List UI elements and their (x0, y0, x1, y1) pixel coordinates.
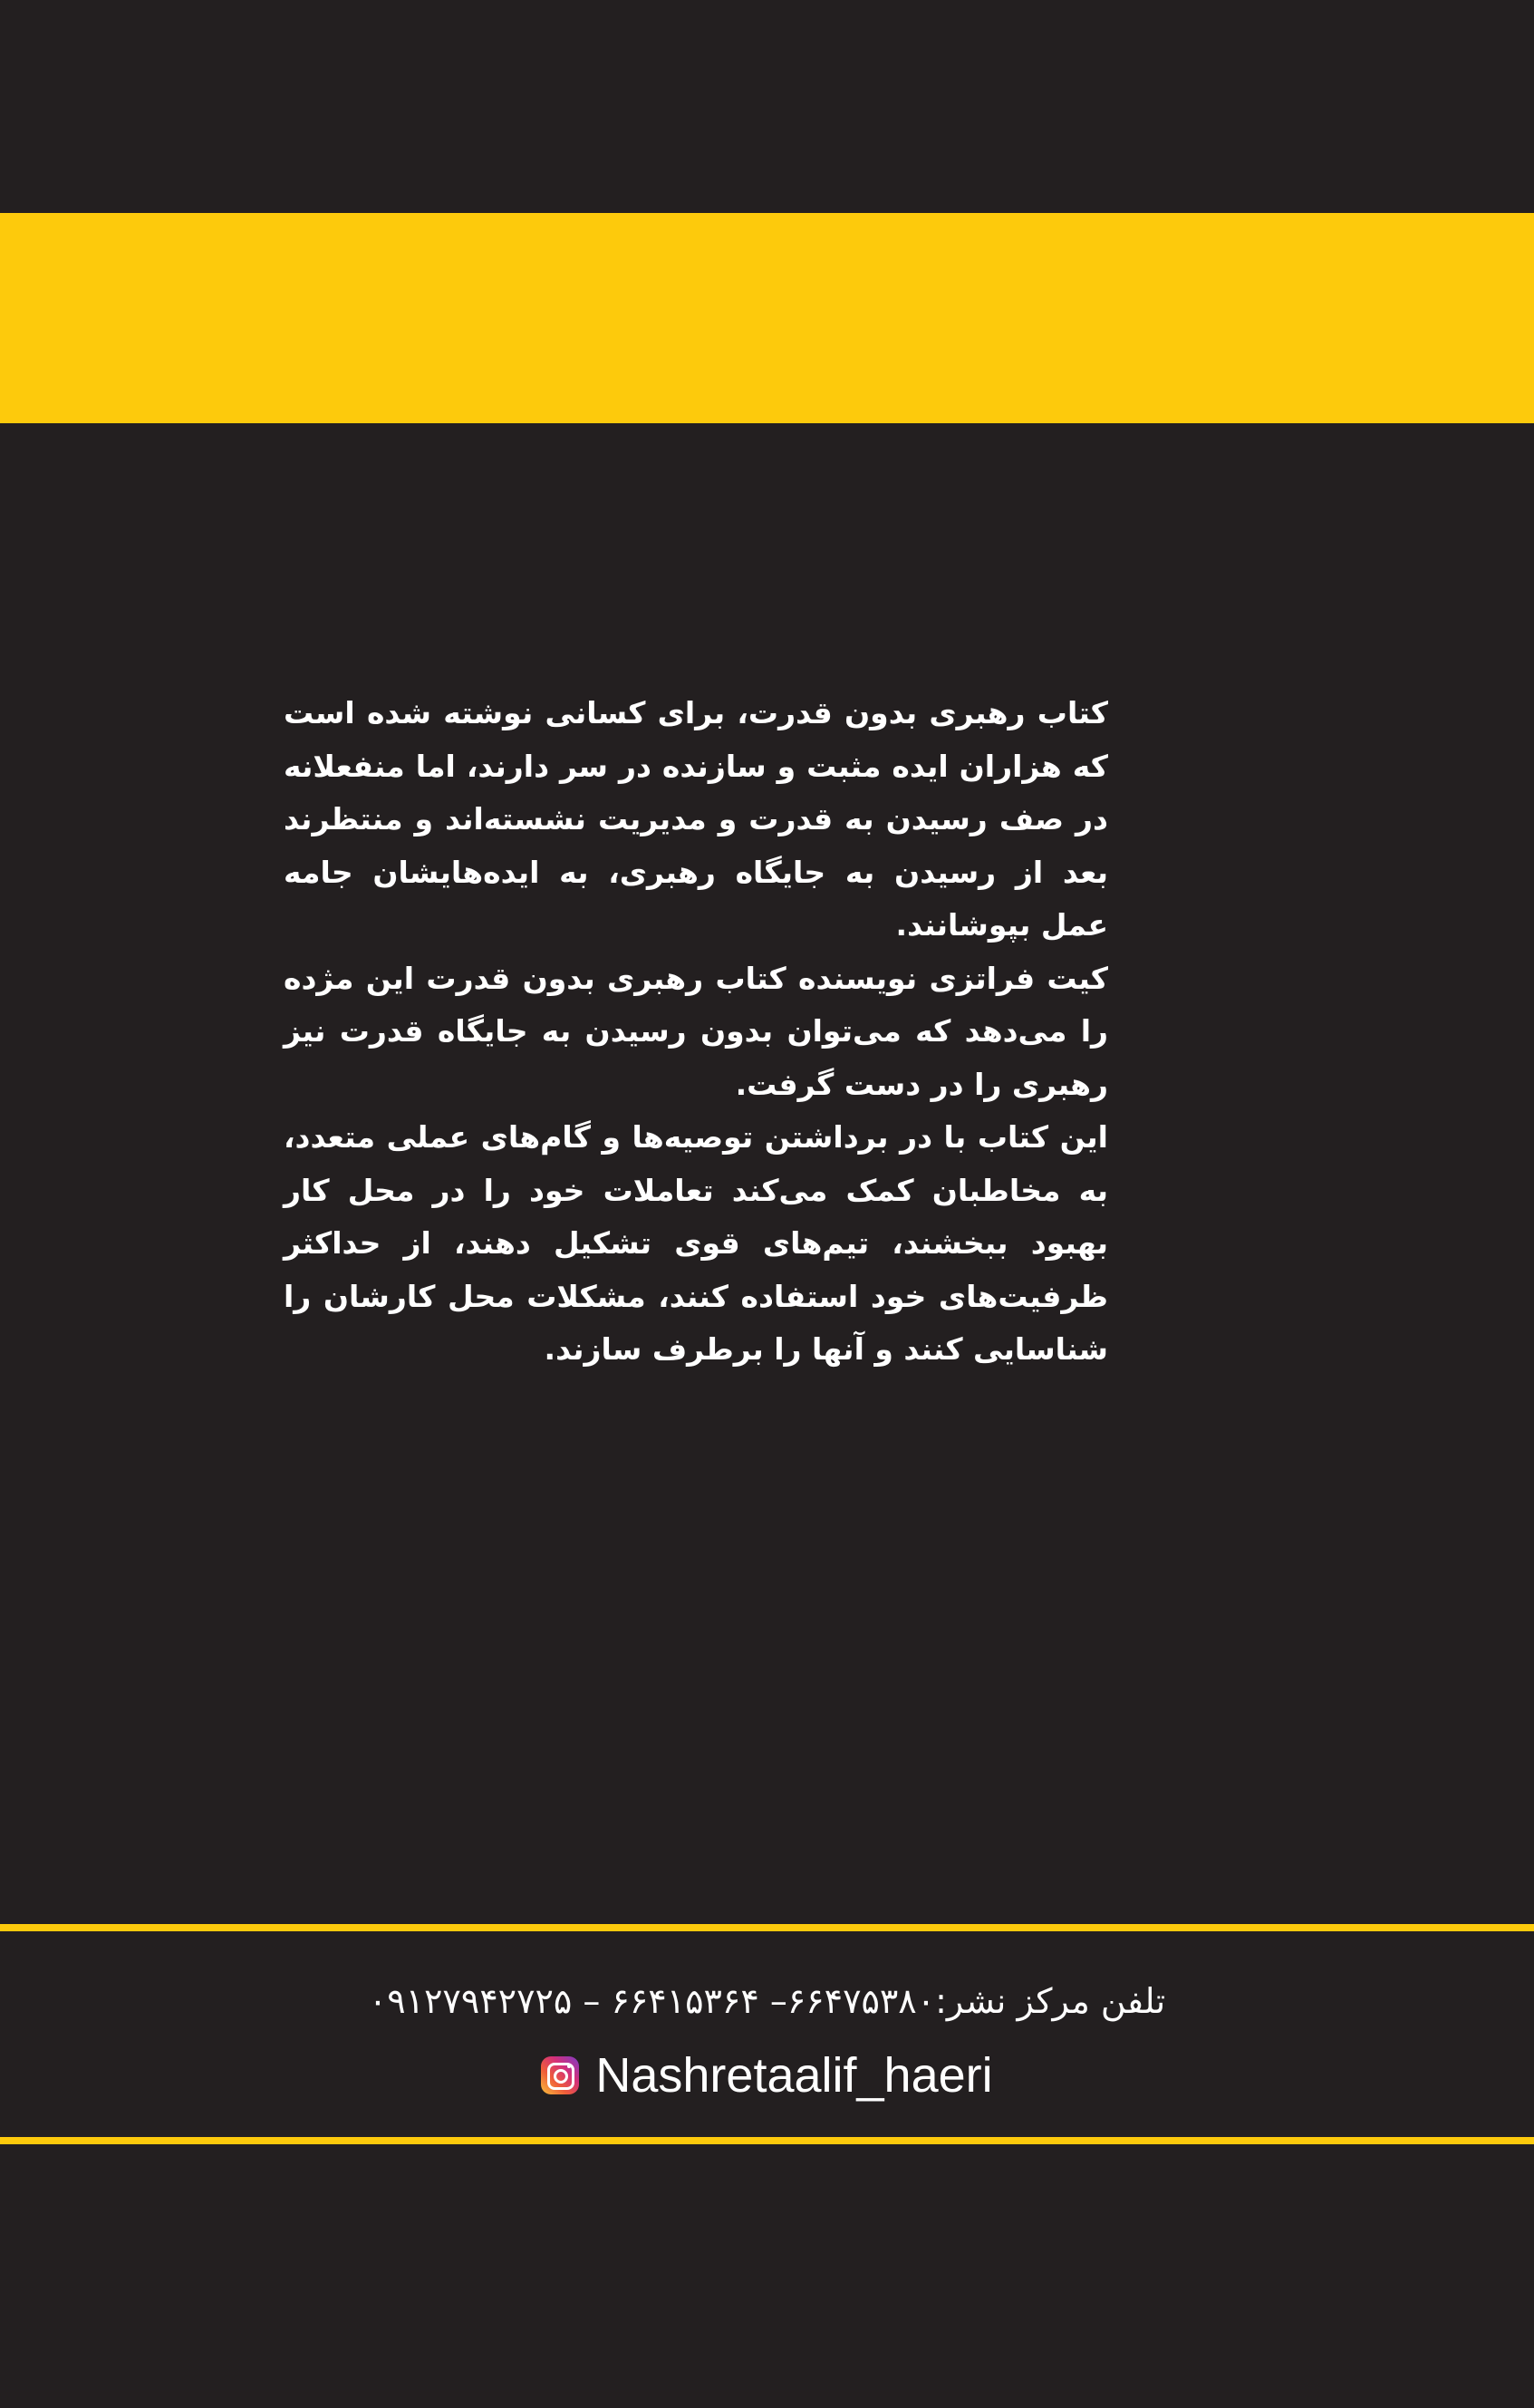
footer-top-rule (0, 1924, 1534, 1931)
description-paragraph-1: کتاب رهبری بدون قدرت، برای کسانی نوشته شده است که هزاران ایده مثبت و سازنده در سر دارند، اما منفعلانه در صف رسیدن به قدرت و مدیریت نشسته‌اند و منتظرند بعد از رسیدن به جایگاه رهبری، به ایده‌هایشان جامه عمل بپوشانند. (284, 695, 1108, 943)
top-yellow-band (0, 213, 1534, 423)
instagram-row (0, 2044, 1534, 2107)
description-paragraph-2: کیت فراتزی نویسنده کتاب رهبری بدون قدرت این مژده را می‌دهد که می‌توان بدون رسیدن به جایگاه قدرت نیز رهبری را در دست گرفت. (284, 960, 1108, 1102)
instagram-icon (541, 2056, 579, 2094)
publisher-phone-line: تلفن مرکز نشر:۶۶۴۷۵۳۸۰– ۶۶۴۱۵۳۶۴ – ۰۹۱۲۷۹۴۲۷۲۵ (368, 1981, 1166, 2021)
description-paragraph-3: این کتاب با در برداشتن توصیه‌ها و گام‌های عملی متعدد، به مخاطبان کمک می‌کند تعاملات خود را در محل کار بهبود ببخشند، تیم‌های قوی تشکیل دهند، از حداکثر ظرفیت‌های خود استفاده کنند، مشکلات محل کارشان را شناسایی کنند و آنها را برطرف سازند. (284, 1119, 1108, 1367)
book-description (284, 687, 1108, 1377)
instagram-handle: Nashretaalif_haeri (595, 2048, 993, 2103)
footer-bottom-rule (0, 2137, 1534, 2144)
